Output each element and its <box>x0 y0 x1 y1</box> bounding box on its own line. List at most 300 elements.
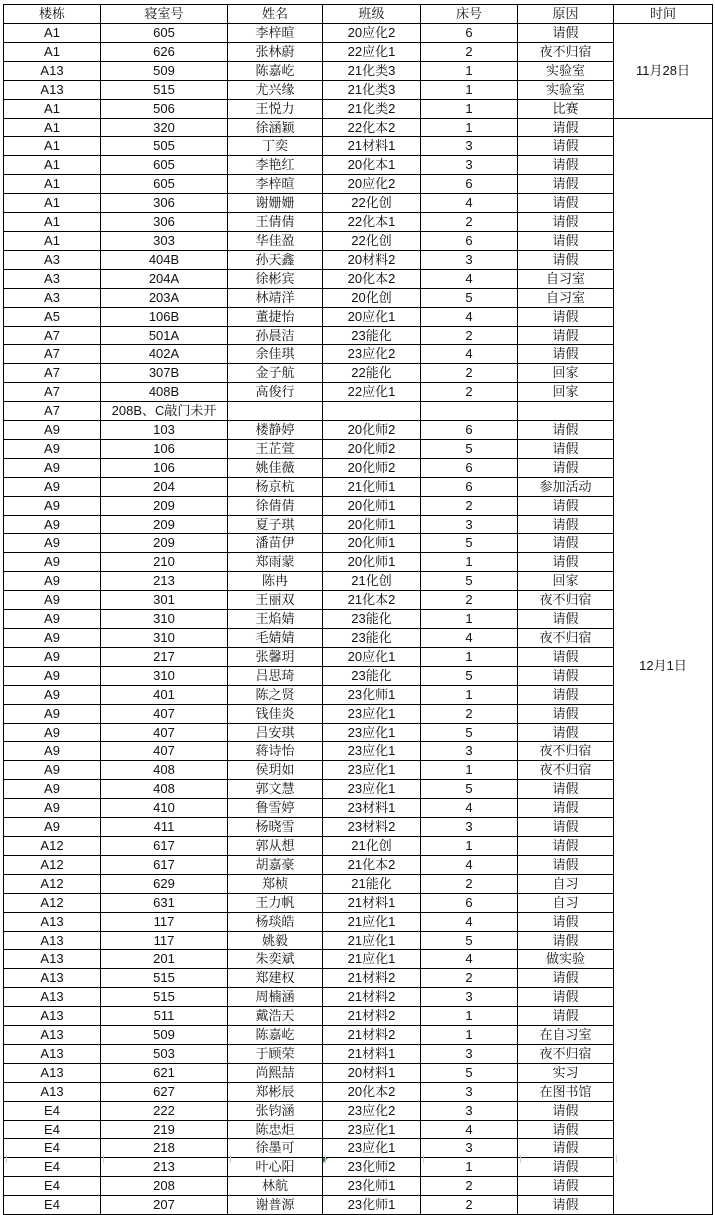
cell-building: A13 <box>4 1063 101 1082</box>
dorm-check-table <box>3 4 713 1215</box>
header-room: 寝室号 <box>101 5 228 24</box>
cell-room: 408B <box>101 383 228 402</box>
cell-reason: 请假 <box>518 24 614 43</box>
cell-class: 23能化 <box>323 666 421 685</box>
cell-name: 周楠涵 <box>228 988 323 1007</box>
cell-bed: 2 <box>421 364 518 383</box>
cell-reason: 请假 <box>518 421 614 440</box>
cell-name: 林航 <box>228 1177 323 1196</box>
cell-bed: 2 <box>421 326 518 345</box>
table-row <box>4 1063 713 1082</box>
table-row <box>4 307 713 326</box>
cell-bed: 4 <box>421 345 518 364</box>
cell-bed: 1 <box>421 1007 518 1026</box>
cell-room: 320 <box>101 118 228 137</box>
cell-bed: 1 <box>421 553 518 572</box>
table-row <box>4 931 713 950</box>
cell-building: A9 <box>4 610 101 629</box>
cell-bed: 1 <box>421 1158 518 1177</box>
cell-bed: 1 <box>421 118 518 137</box>
header-building: 楼栋 <box>4 5 101 24</box>
table-row <box>4 194 713 213</box>
table-row <box>4 629 713 648</box>
cell-reason: 在自习室 <box>518 1026 614 1045</box>
table-row <box>4 345 713 364</box>
cell-name: 王倩倩 <box>228 213 323 232</box>
cell-name: 王力帆 <box>228 893 323 912</box>
cell-reason: 请假 <box>518 912 614 931</box>
cell-reason: 请假 <box>518 666 614 685</box>
cell-reason: 回家 <box>518 364 614 383</box>
table-row <box>4 24 713 43</box>
table-row <box>4 80 713 99</box>
cell-room: 629 <box>101 874 228 893</box>
cell-room: 106 <box>101 458 228 477</box>
cell-building: A9 <box>4 515 101 534</box>
cell-bed: 4 <box>421 194 518 213</box>
cell-building: A9 <box>4 553 101 572</box>
cell-building: A9 <box>4 439 101 458</box>
cell-bed: 4 <box>421 855 518 874</box>
cell-building: A9 <box>4 421 101 440</box>
cell-class: 20应化1 <box>323 307 421 326</box>
cell-class: 21化本2 <box>323 855 421 874</box>
cell-name: 戴浩天 <box>228 1007 323 1026</box>
cell-reason: 夜不归宿 <box>518 629 614 648</box>
cell-reason: 夜不归宿 <box>518 1044 614 1063</box>
cell-class: 20化本2 <box>323 1082 421 1101</box>
cell-name: 谢姗姗 <box>228 194 323 213</box>
cell-name: 陈之贤 <box>228 685 323 704</box>
cell-class: 21化类3 <box>323 61 421 80</box>
cell-room: 407 <box>101 742 228 761</box>
cell-building: E4 <box>4 1139 101 1158</box>
cell-reason: 请假 <box>518 307 614 326</box>
cell-bed: 5 <box>421 723 518 742</box>
cell-reason: 请假 <box>518 969 614 988</box>
cell-class: 23化师1 <box>323 1196 421 1215</box>
cell-class: 23化师1 <box>323 1177 421 1196</box>
cell-class: 22化创 <box>323 194 421 213</box>
cell-reason: 请假 <box>518 118 614 137</box>
cell-reason: 请假 <box>518 704 614 723</box>
table-row <box>4 1026 713 1045</box>
table-row <box>4 269 713 288</box>
cell-class: 23化师1 <box>323 685 421 704</box>
cell-bed: 1 <box>421 1026 518 1045</box>
cell-reason: 请假 <box>518 250 614 269</box>
cell-building: A9 <box>4 477 101 496</box>
cell-building: A13 <box>4 912 101 931</box>
cell-bed: 5 <box>421 931 518 950</box>
table-row <box>4 1101 713 1120</box>
cell-class: 20化师1 <box>323 515 421 534</box>
cell-class: 20化创 <box>323 288 421 307</box>
cell-name: 王芷萱 <box>228 439 323 458</box>
cell-reason: 请假 <box>518 345 614 364</box>
table-row <box>4 402 713 421</box>
table-row <box>4 1007 713 1026</box>
cell-class: 23应化1 <box>323 723 421 742</box>
cell-name: 侯玥如 <box>228 761 323 780</box>
cell-room: 401 <box>101 685 228 704</box>
table-row <box>4 458 713 477</box>
cell-room: 213 <box>101 1158 228 1177</box>
cell-name: 吕安琪 <box>228 723 323 742</box>
cell-room: 501A <box>101 326 228 345</box>
cell-reason: 自习 <box>518 893 614 912</box>
cell-name: 郑彬辰 <box>228 1082 323 1101</box>
cell-room: 209 <box>101 496 228 515</box>
cell-bed: 1 <box>421 836 518 855</box>
cell-class: 20应化2 <box>323 24 421 43</box>
cell-bed: 3 <box>421 1139 518 1158</box>
cell-room: 222 <box>101 1101 228 1120</box>
cell-name: 徐彬宾 <box>228 269 323 288</box>
table-row <box>4 421 713 440</box>
cell-class: 20化本2 <box>323 269 421 288</box>
cell-name: 李艳红 <box>228 156 323 175</box>
cell-room: 310 <box>101 629 228 648</box>
cell-building: A13 <box>4 950 101 969</box>
header-bed: 床号 <box>421 5 518 24</box>
cell-room: 505 <box>101 137 228 156</box>
cell-room: 213 <box>101 572 228 591</box>
cell-building: A12 <box>4 855 101 874</box>
cell-bed: 6 <box>421 24 518 43</box>
table-row <box>4 1196 713 1215</box>
cell-name: 鲁雪婷 <box>228 799 323 818</box>
cell-room: 106 <box>101 439 228 458</box>
cell-name: 朱奕斌 <box>228 950 323 969</box>
cell-building: A1 <box>4 99 101 118</box>
cell-bed: 2 <box>421 591 518 610</box>
cell-room: 404B <box>101 250 228 269</box>
cell-reason: 请假 <box>518 439 614 458</box>
cell-name: 王焰婧 <box>228 610 323 629</box>
cell-building: A9 <box>4 496 101 515</box>
table-row <box>4 742 713 761</box>
cell-class: 21化创 <box>323 836 421 855</box>
cell-bed: 5 <box>421 288 518 307</box>
cell-reason: 请假 <box>518 231 614 250</box>
cell-room: 509 <box>101 61 228 80</box>
cell-name: 王丽双 <box>228 591 323 610</box>
cell-bed: 6 <box>421 477 518 496</box>
cell-name: 潘苗伊 <box>228 534 323 553</box>
cell-name: 钱佳炎 <box>228 704 323 723</box>
cell-class: 22化本2 <box>323 118 421 137</box>
cell-building: A13 <box>4 80 101 99</box>
cell-class: 21能化 <box>323 874 421 893</box>
cell-building: A9 <box>4 799 101 818</box>
cell-building: A13 <box>4 969 101 988</box>
cell-bed: 3 <box>421 1101 518 1120</box>
cell-class: 21化本2 <box>323 591 421 610</box>
cell-room: 310 <box>101 666 228 685</box>
cell-name: 王悦力 <box>228 99 323 118</box>
cell-name: 蒋诗怡 <box>228 742 323 761</box>
cell-bed: 5 <box>421 572 518 591</box>
cell-building: A13 <box>4 931 101 950</box>
cell-class: 21材料1 <box>323 137 421 156</box>
cell-reason: 请假 <box>518 1101 614 1120</box>
cell-name: 杨晓雪 <box>228 818 323 837</box>
cell-bed: 5 <box>421 534 518 553</box>
cell-room: 617 <box>101 836 228 855</box>
cell-name: 郑建权 <box>228 969 323 988</box>
cell-building: E4 <box>4 1177 101 1196</box>
cell-name: 尤兴缘 <box>228 80 323 99</box>
cell-bed: 3 <box>421 1044 518 1063</box>
cell-reason: 请假 <box>518 496 614 515</box>
table-row <box>4 42 713 61</box>
table-row <box>4 1177 713 1196</box>
cell-name: 孙天鑫 <box>228 250 323 269</box>
cell-class: 21材料2 <box>323 1026 421 1045</box>
cell-bed: 1 <box>421 80 518 99</box>
cell-building: A1 <box>4 24 101 43</box>
table-row <box>4 175 713 194</box>
header-name: 姓名 <box>228 5 323 24</box>
cell-reason: 请假 <box>518 988 614 1007</box>
cell-room: 408 <box>101 761 228 780</box>
table-body <box>4 24 713 1215</box>
cell-name: 吕思琦 <box>228 666 323 685</box>
cell-room: 402A <box>101 345 228 364</box>
cell-room: 515 <box>101 988 228 1007</box>
table-header <box>4 5 713 24</box>
table-row <box>4 61 713 80</box>
table-row <box>4 156 713 175</box>
table-row <box>4 496 713 515</box>
cell-room: 407 <box>101 704 228 723</box>
cell-building: A9 <box>4 742 101 761</box>
cell-class: 23应化1 <box>323 704 421 723</box>
cell-name: 杨琰皓 <box>228 912 323 931</box>
cell-reason: 请假 <box>518 780 614 799</box>
cell-bed: 4 <box>421 629 518 648</box>
cell-class: 21材料2 <box>323 1007 421 1026</box>
cell-reason: 请假 <box>518 818 614 837</box>
cell-reason: 请假 <box>518 610 614 629</box>
cell-room: 617 <box>101 855 228 874</box>
cell-class: 20化本1 <box>323 156 421 175</box>
cell-building: A9 <box>4 704 101 723</box>
cell-name: 陈冉 <box>228 572 323 591</box>
cell-reason: 夜不归宿 <box>518 742 614 761</box>
cell-room: 117 <box>101 912 228 931</box>
cell-bed: 6 <box>421 893 518 912</box>
cell-reason <box>518 402 614 421</box>
cell-bed: 4 <box>421 799 518 818</box>
cell-building: A7 <box>4 383 101 402</box>
cell-class: 21材料2 <box>323 988 421 1007</box>
cell-bed: 4 <box>421 912 518 931</box>
cell-room: 310 <box>101 610 228 629</box>
cell-name: 张钧涵 <box>228 1101 323 1120</box>
cell-building: A1 <box>4 137 101 156</box>
cell-building: A13 <box>4 988 101 1007</box>
table-row <box>4 666 713 685</box>
table-row <box>4 137 713 156</box>
table-row <box>4 685 713 704</box>
cell-reason: 在图书馆 <box>518 1082 614 1101</box>
cell-name: 李梓暄 <box>228 175 323 194</box>
cell-class: 20化师2 <box>323 421 421 440</box>
cell-bed: 1 <box>421 761 518 780</box>
header-class: 班级 <box>323 5 421 24</box>
table-row <box>4 364 713 383</box>
cell-name: 陈嘉屹 <box>228 61 323 80</box>
cell-reason: 请假 <box>518 156 614 175</box>
cell-room: 103 <box>101 421 228 440</box>
cell-reason: 请假 <box>518 1196 614 1215</box>
cell-reason: 请假 <box>518 326 614 345</box>
cell-building: A7 <box>4 402 101 421</box>
cell-room: 217 <box>101 647 228 666</box>
cell-room: 511 <box>101 1007 228 1026</box>
cell-room: 301 <box>101 591 228 610</box>
cell-room: 218 <box>101 1139 228 1158</box>
cell-class: 20材料2 <box>323 250 421 269</box>
cell-bed: 4 <box>421 269 518 288</box>
cell-class: 20材料1 <box>323 1063 421 1082</box>
dorm-check-table-sheet <box>3 4 713 1215</box>
cell-building: A7 <box>4 364 101 383</box>
cell-class: 21应化1 <box>323 912 421 931</box>
table-row <box>4 723 713 742</box>
cell-name: 徐墨可 <box>228 1139 323 1158</box>
cell-bed: 3 <box>421 250 518 269</box>
cell-reason: 请假 <box>518 534 614 553</box>
table-row <box>4 893 713 912</box>
table-row <box>4 591 713 610</box>
cell-building: E4 <box>4 1101 101 1120</box>
cell-room: 219 <box>101 1120 228 1139</box>
cell-building: E4 <box>4 1120 101 1139</box>
cell-reason: 夜不归宿 <box>518 591 614 610</box>
cell-bed: 1 <box>421 647 518 666</box>
cell-building: A13 <box>4 1026 101 1045</box>
cell-name: 郭从想 <box>228 836 323 855</box>
cell-building: A9 <box>4 723 101 742</box>
table-row <box>4 383 713 402</box>
cell-room: 106B <box>101 307 228 326</box>
cell-class: 20应化2 <box>323 175 421 194</box>
cell-bed: 2 <box>421 874 518 893</box>
cell-building: A13 <box>4 1007 101 1026</box>
cell-class: 23能化 <box>323 629 421 648</box>
cell-name: 毛婧婧 <box>228 629 323 648</box>
cell-class: 23应化1 <box>323 1139 421 1158</box>
cell-name: 杨京杭 <box>228 477 323 496</box>
cell-name: 高俊行 <box>228 383 323 402</box>
cell-class-with-note-marker: 23化师2 <box>323 1158 421 1177</box>
cell-room: 509 <box>101 1026 228 1045</box>
cell-reason: 请假 <box>518 515 614 534</box>
table-row <box>4 553 713 572</box>
cell-building: A1 <box>4 194 101 213</box>
cell-name: 徐涵颖 <box>228 118 323 137</box>
table-row <box>4 231 713 250</box>
cell-name: 胡嘉豪 <box>228 855 323 874</box>
cell-bed: 6 <box>421 458 518 477</box>
cell-building: A9 <box>4 818 101 837</box>
cell-class: 21材料2 <box>323 969 421 988</box>
cell-reason: 请假 <box>518 137 614 156</box>
cell-bed: 3 <box>421 742 518 761</box>
table-row <box>4 572 713 591</box>
cell-room: 306 <box>101 194 228 213</box>
cell-class: 23材料2 <box>323 818 421 837</box>
cell-reason: 请假 <box>518 1007 614 1026</box>
cell-room: 208B、C敲门未开 <box>101 402 228 421</box>
cell-class <box>323 402 421 421</box>
cell-reason: 请假 <box>518 723 614 742</box>
cell-room: 204 <box>101 477 228 496</box>
cell-class: 21应化1 <box>323 931 421 950</box>
table-row <box>4 250 713 269</box>
cell-reason: 自习室 <box>518 269 614 288</box>
cell-time-merged: 11月28日 <box>614 24 713 119</box>
cell-building: A9 <box>4 572 101 591</box>
cell-bed: 1 <box>421 99 518 118</box>
cell-reason: 请假 <box>518 1158 614 1177</box>
cell-name: 张林蔚 <box>228 42 323 61</box>
table-row <box>4 1082 713 1101</box>
cell-name: 金子航 <box>228 364 323 383</box>
cell-class: 20化师1 <box>323 553 421 572</box>
cell-room: 207 <box>101 1196 228 1215</box>
cell-reason: 请假 <box>518 647 614 666</box>
cell-name: 丁奕 <box>228 137 323 156</box>
cell-room: 605 <box>101 175 228 194</box>
cell-reason: 实验室 <box>518 80 614 99</box>
cell-name: 叶心阳 <box>228 1158 323 1177</box>
cell-bed: 4 <box>421 950 518 969</box>
table-row <box>4 439 713 458</box>
cell-reason: 回家 <box>518 572 614 591</box>
cell-class: 23应化1 <box>323 761 421 780</box>
cell-bed: 2 <box>421 969 518 988</box>
table-row <box>4 799 713 818</box>
cell-building: A13 <box>4 1082 101 1101</box>
cell-building: A9 <box>4 647 101 666</box>
cell-room: 203A <box>101 288 228 307</box>
cell-reason: 自习室 <box>518 288 614 307</box>
cell-reason: 做实验 <box>518 950 614 969</box>
table-row <box>4 213 713 232</box>
cell-bed: 3 <box>421 515 518 534</box>
cell-bed <box>421 402 518 421</box>
cell-building: A9 <box>4 685 101 704</box>
cell-reason: 实验室 <box>518 61 614 80</box>
cell-class: 22应化1 <box>323 383 421 402</box>
cell-name: 陈嘉屹 <box>228 1026 323 1045</box>
cell-building: A1 <box>4 42 101 61</box>
cell-building: A9 <box>4 629 101 648</box>
cell-reason: 自习 <box>518 874 614 893</box>
table-row <box>4 326 713 345</box>
cell-reason: 请假 <box>518 458 614 477</box>
cell-bed: 4 <box>421 307 518 326</box>
cell-room: 303 <box>101 231 228 250</box>
table-row <box>4 118 713 137</box>
table-row <box>4 99 713 118</box>
cell-bed: 3 <box>421 1082 518 1101</box>
cell-building: A5 <box>4 307 101 326</box>
